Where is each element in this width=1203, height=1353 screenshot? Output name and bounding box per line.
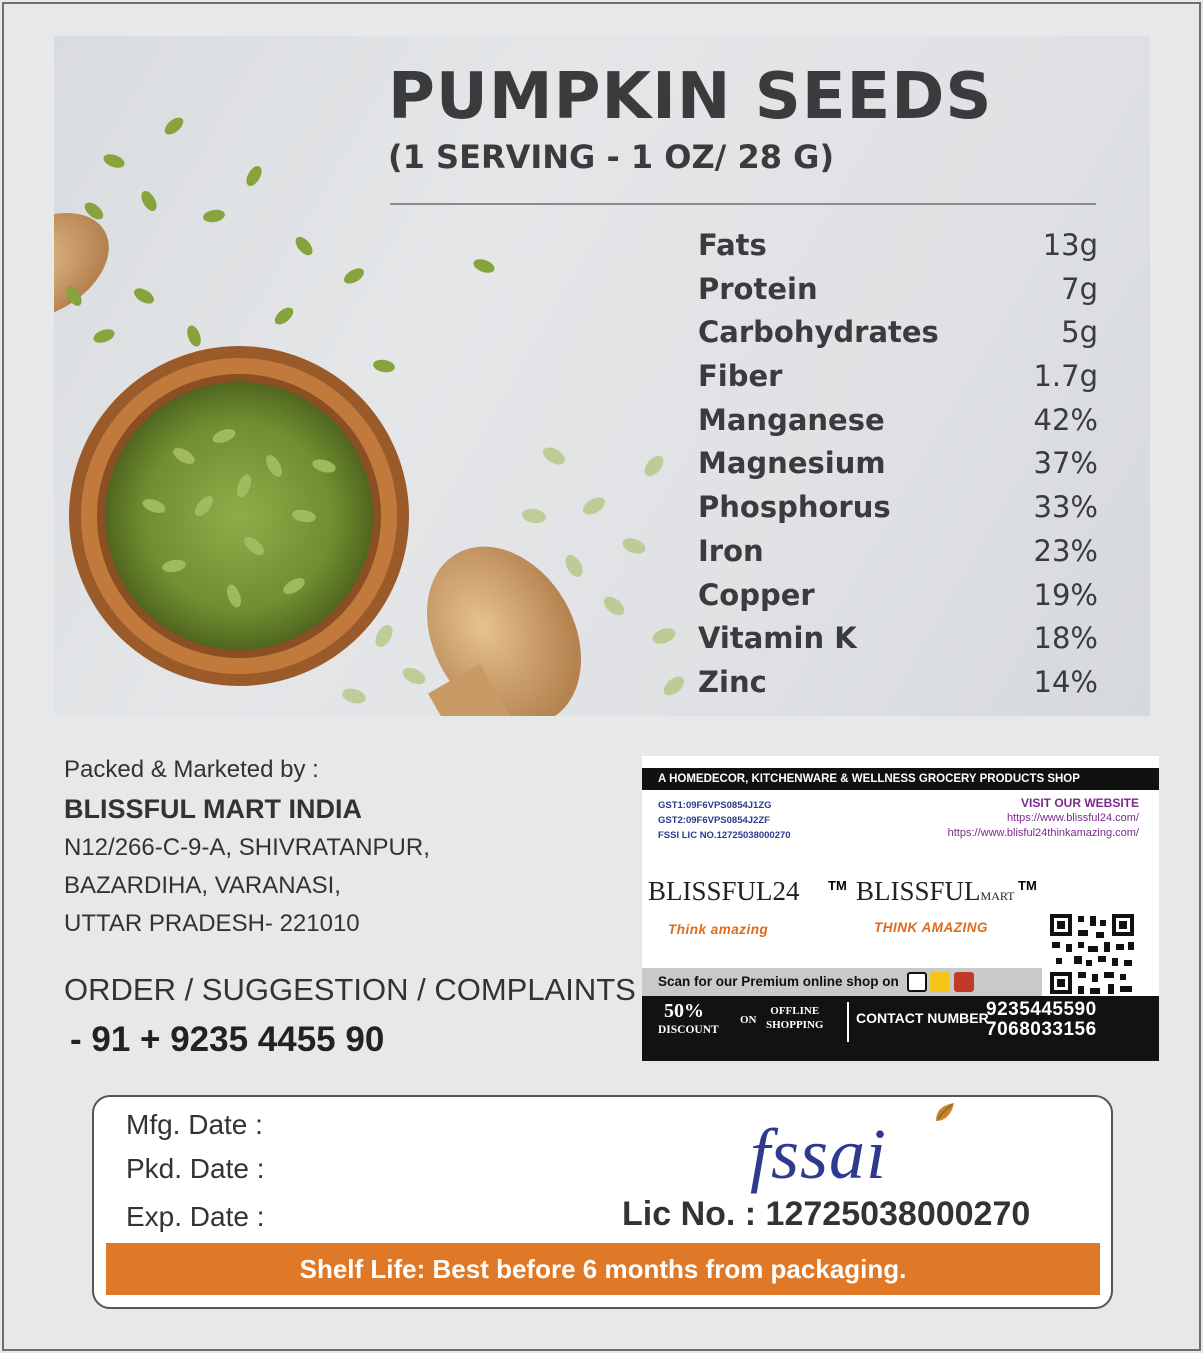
trademark-mark: TM (1018, 878, 1037, 893)
mfg-date-label: Mfg. Date : (126, 1109, 263, 1140)
nutrition-row (698, 359, 1098, 403)
shelf-life-banner: Shelf Life: Best before 6 months from packaging. (106, 1243, 1100, 1295)
pkd-date-label: Pkd. Date : (126, 1153, 265, 1184)
nutrient-value: 5g (1061, 315, 1098, 350)
shopping-label: SHOPPING (766, 1019, 824, 1031)
company-name: BLISSFUL MART INDIA (64, 794, 362, 824)
nutrient-name: Protein (698, 271, 818, 306)
serving-size: (1 SERVING - 1 OZ/ 28 G) (388, 138, 835, 176)
nutrient-name: Manganese (698, 402, 885, 437)
qr-code-icon[interactable] (1048, 912, 1136, 996)
nutrition-row (698, 665, 1098, 709)
banner-footer (642, 996, 1159, 1061)
nutrient-value: 19% (1033, 577, 1098, 612)
nutrition-row (698, 272, 1098, 316)
product-title: PUMPKIN SEEDS (388, 60, 993, 134)
discount-percent: 50% (664, 1000, 704, 1022)
nutrient-value: 7g (1061, 271, 1098, 306)
nutrition-row (698, 490, 1098, 534)
flipkart-icon[interactable] (930, 972, 950, 992)
packer-info (64, 756, 430, 943)
nutrient-name: Iron (698, 533, 764, 568)
website-info (948, 796, 1139, 841)
contact-number[interactable]: 7068033156 (986, 1019, 1097, 1040)
nutrient-value: 14% (1033, 664, 1098, 699)
title-divider (390, 203, 1096, 205)
blissful-mart-logo (856, 876, 1015, 907)
scan-text (642, 968, 1042, 996)
nutrient-name: Copper (698, 577, 815, 612)
blissful24-logo: BLISSFUL24 (648, 876, 800, 906)
offline-label: OFFLINE (770, 1005, 820, 1017)
nutrient-value: 37% (1033, 446, 1098, 481)
nutrition-row (698, 534, 1098, 578)
tagline: Think amazing (668, 922, 769, 937)
website-link[interactable]: https://www.blissful24.com/ (1006, 812, 1139, 824)
nutrition-row (698, 315, 1098, 359)
nutrient-name: Zinc (698, 664, 767, 699)
discount-label: DISCOUNT (658, 1024, 719, 1036)
contact-number[interactable]: 9235445590 (986, 999, 1097, 1020)
banner-headline: A HOMEDECOR, KITCHENWARE & WELLNESS GROCERY PRODUCTS SHOP (642, 768, 1159, 790)
nutrient-value: 33% (1033, 490, 1098, 525)
logo-text: BLISSFUL (856, 876, 981, 906)
shop-banner (642, 756, 1159, 1061)
offline-shopping-label (766, 1004, 823, 1032)
nutrient-name: Vitamin K (698, 621, 857, 656)
date-license-box (92, 1095, 1113, 1309)
company-address (64, 829, 430, 943)
meesho-icon[interactable] (954, 972, 974, 992)
address-line: UTTAR PRADESH- 221010 (64, 910, 360, 937)
nutrient-name: Fats (698, 228, 767, 262)
gst-info (658, 798, 791, 843)
packed-label: Packed & Marketed by : (64, 756, 319, 783)
nutrient-name: Fiber (698, 359, 783, 394)
fssai-logo: fssai (750, 1114, 888, 1194)
nutrition-table (698, 228, 1098, 709)
nutrient-value: 1.7g (1033, 359, 1098, 394)
order-label: ORDER / SUGGESTION / COMPLAINTS (64, 972, 636, 1007)
nutrition-row (698, 403, 1098, 447)
license-number: Lic No. : 12725038000270 (622, 1195, 1031, 1233)
gst-number: GST1:09F6VPS0854J1ZG (658, 800, 772, 811)
exp-date-label: Exp. Date : (126, 1201, 265, 1232)
nutrition-panel (54, 36, 1150, 716)
nutrient-name: Magnesium (698, 446, 886, 481)
nutrient-value: 23% (1033, 533, 1098, 568)
nutrient-value: 42% (1033, 402, 1098, 437)
nutrition-row (698, 446, 1098, 490)
nutrient-value: 13g (1042, 228, 1098, 262)
nutrition-row (698, 578, 1098, 622)
contact-numbers (986, 1000, 1097, 1040)
address-line: BAZARDIHA, VARANASI, (64, 872, 341, 899)
visit-label: VISIT OUR WEBSITE (1020, 796, 1139, 810)
scan-label: Scan for our Premium online shop on (658, 974, 899, 989)
website-link[interactable]: https://www.blisful24thinkamazing.com/ (947, 827, 1139, 839)
tagline: THINK AMAZING (874, 920, 988, 935)
fssai-license-small: FSSI LIC NO.12725038000270 (658, 830, 791, 841)
on-label: ON (740, 1014, 757, 1026)
nutrient-name: Phosphorus (698, 490, 891, 525)
nutrient-value: 18% (1033, 621, 1098, 656)
nutrition-row (698, 228, 1098, 272)
leaf-icon (932, 1101, 956, 1125)
amazon-icon[interactable] (907, 972, 927, 992)
address-line: N12/266-C-9-A, SHIVRATANPUR, (64, 834, 430, 861)
gst-number: GST2:09F6VPS0854J2ZF (658, 815, 770, 826)
logo-suffix: MART (980, 889, 1015, 903)
trademark-mark: TM (828, 878, 847, 893)
contact-number-label: CONTACT NUMBER (856, 1010, 989, 1026)
nutrition-row (698, 621, 1098, 665)
nutrient-name: Carbohydrates (698, 315, 939, 350)
contact-phone: - 91 + 9235 4455 90 (70, 1020, 385, 1059)
divider (847, 1002, 849, 1042)
